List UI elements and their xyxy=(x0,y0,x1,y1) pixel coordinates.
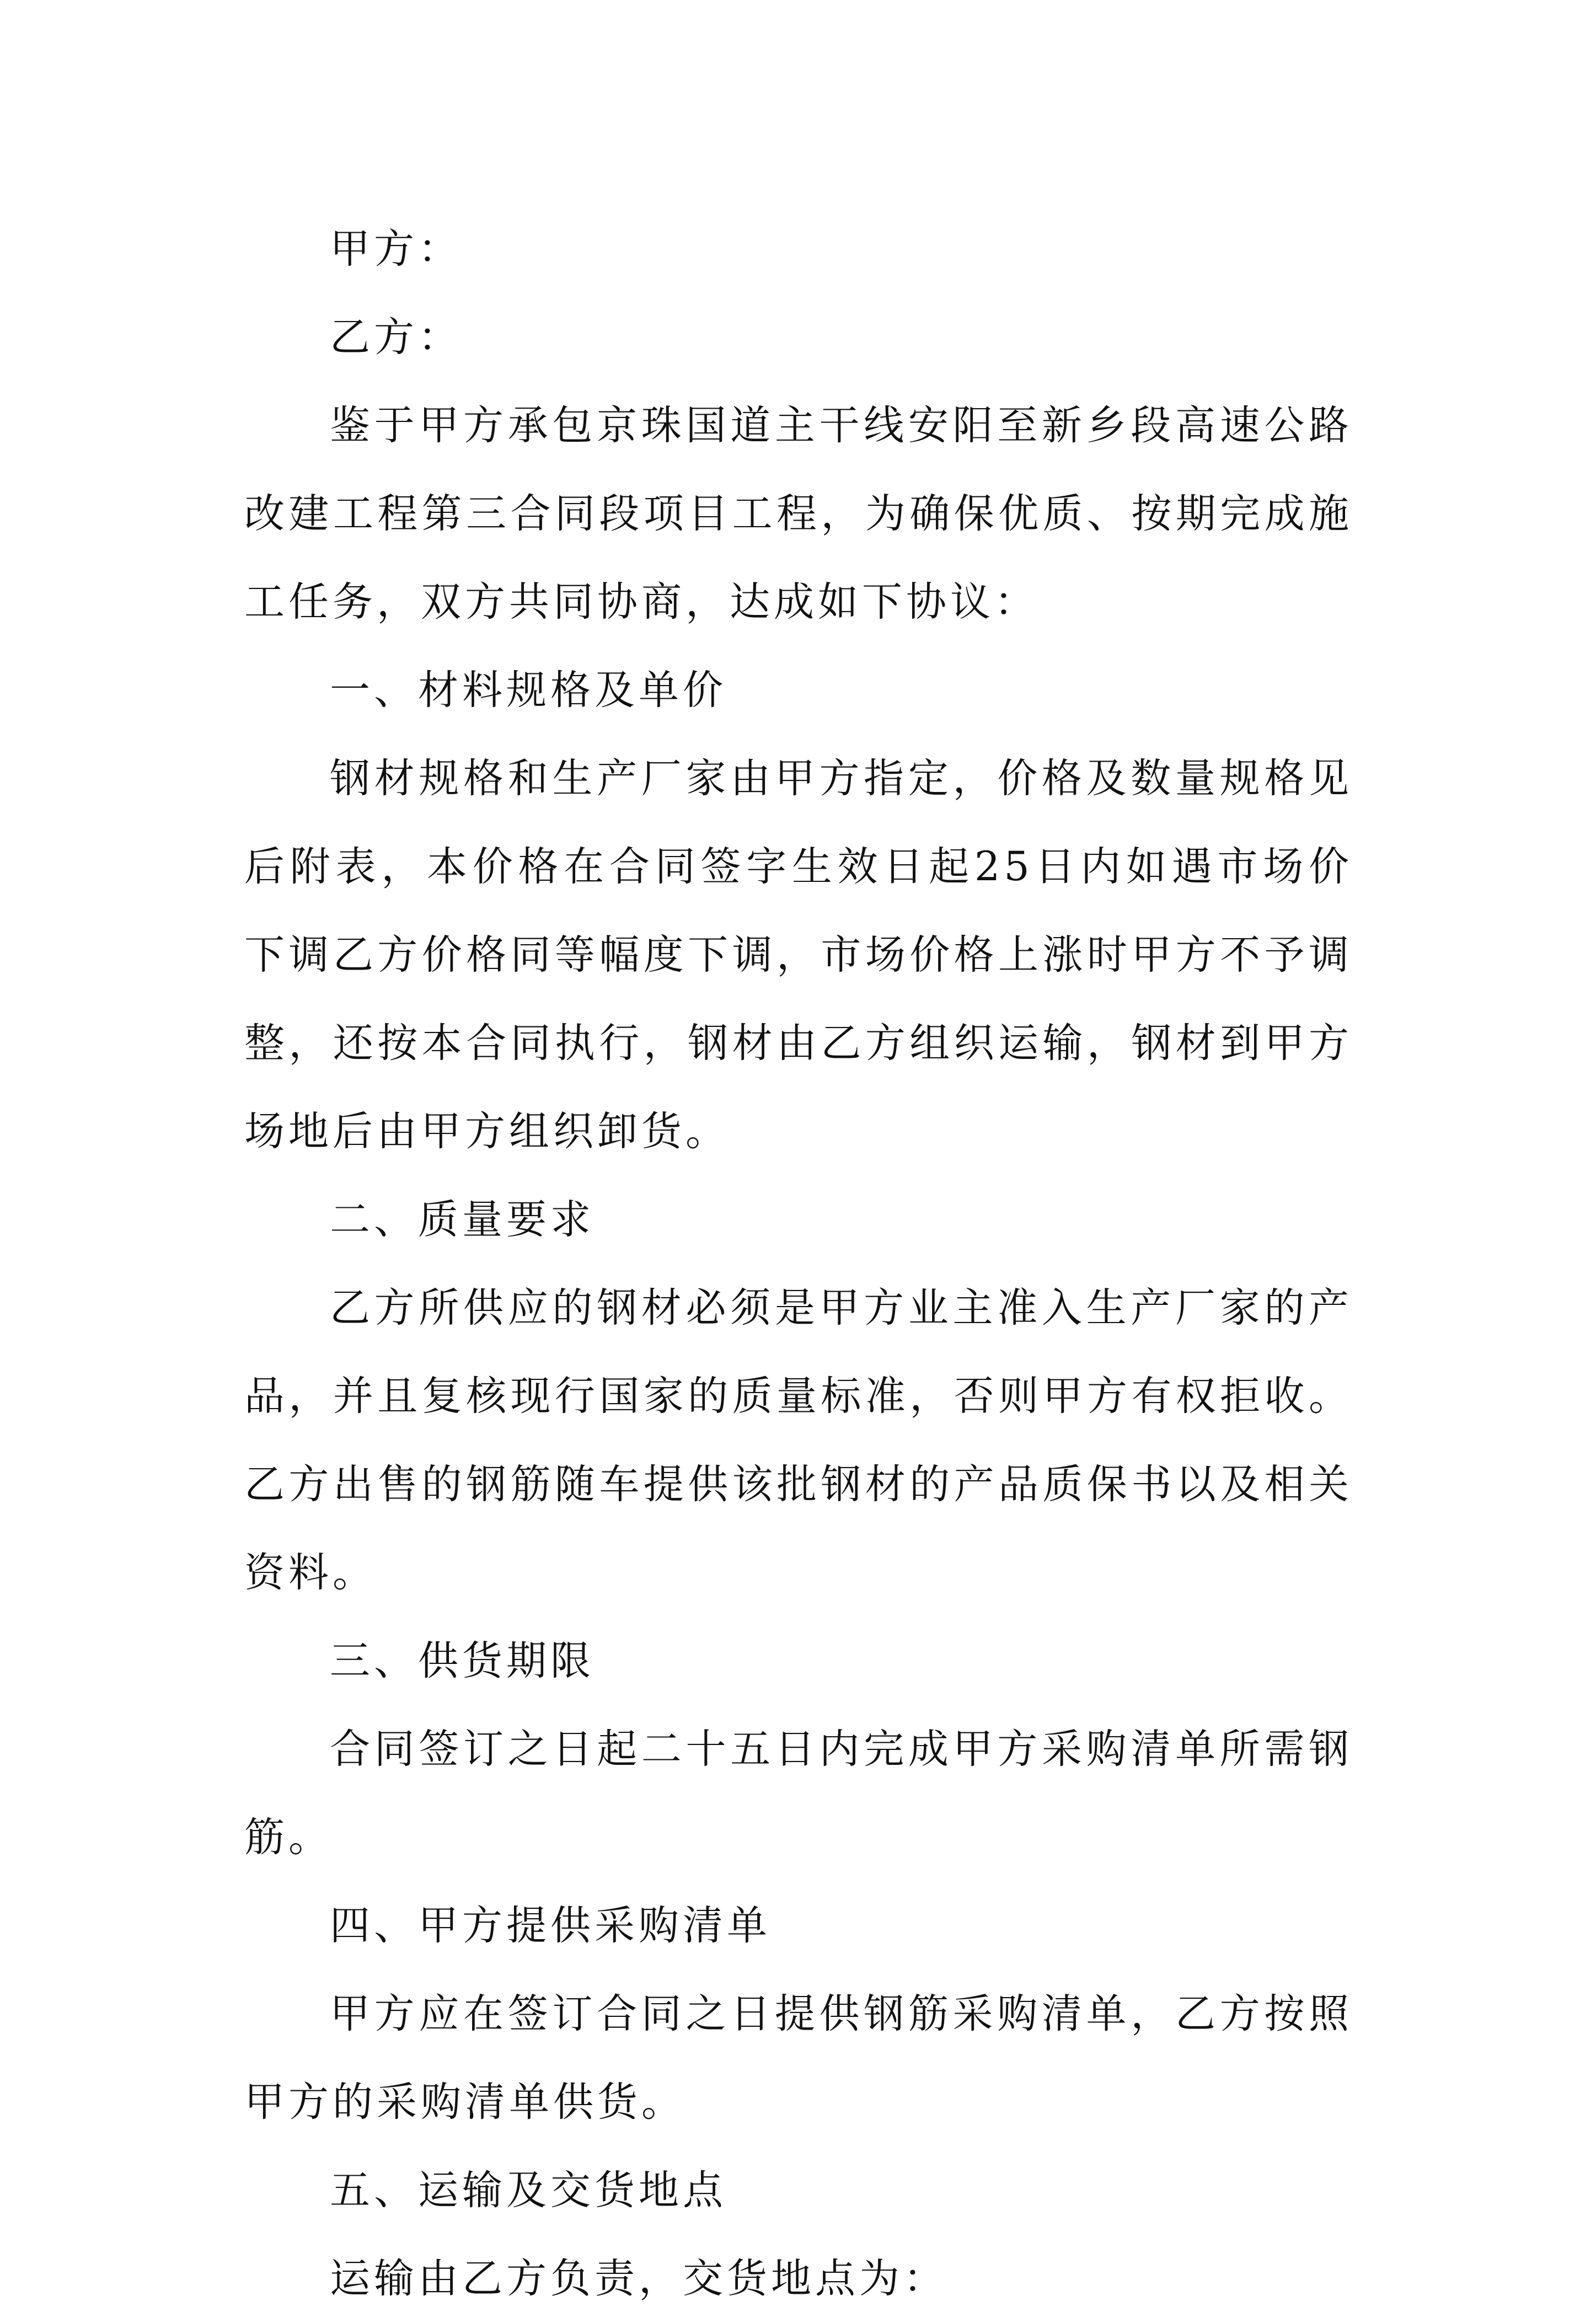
purchase-list-paragraph: 甲方应在签订合同之日提供钢筋采购清单，乙方按照甲方的采购清单供货。 xyxy=(244,1990,1353,2126)
party-a-line: 甲方： xyxy=(330,226,462,272)
quality-paragraph: 乙方所供应的钢材必须是甲方业主准入生产厂家的产品，并且复核现行国家的质量标准，否则甲方有权拒收。乙方出售的钢筋随车提供该批钢材的产品质保书以及相关资料。 xyxy=(244,1284,1353,1596)
party-b-line: 乙方： xyxy=(330,314,462,361)
section-heading-transport: 五、运输及交货地点 xyxy=(330,2167,727,2214)
material-specs-paragraph: 钢材规格和生产厂家由甲方指定，价格及数量规格见后附表，本价格在合同签字生效日起25日内如遇市场价下调乙方价格同等幅度下调，市场价格上涨时甲方不予调整，还按本合同执行，钢材由乙方组织运输，钢材到甲方场地后由甲方组织卸货。 xyxy=(244,755,1353,1155)
section-heading-delivery-period: 三、供货期限 xyxy=(330,1637,595,1684)
section-heading-material-specs: 一、材料规格及单价 xyxy=(330,667,727,714)
preamble-paragraph: 鉴于甲方承包京珠国道主干线安阳至新乡段高速公路改建工程第三合同段项目工程，为确保优质、按期完成施工任务，双方共同协商，达成如下协议： xyxy=(244,402,1353,625)
delivery-period-paragraph: 合同签订之日起二十五日内完成甲方采购清单所需钢筋。 xyxy=(244,1726,1353,1861)
transport-paragraph: 运输由乙方负责，交货地点为： xyxy=(330,2255,947,2302)
section-heading-quality: 二、质量要求 xyxy=(330,1196,595,1243)
section-heading-purchase-list: 四、甲方提供采购清单 xyxy=(330,1902,771,1949)
document-body xyxy=(244,205,1353,2323)
